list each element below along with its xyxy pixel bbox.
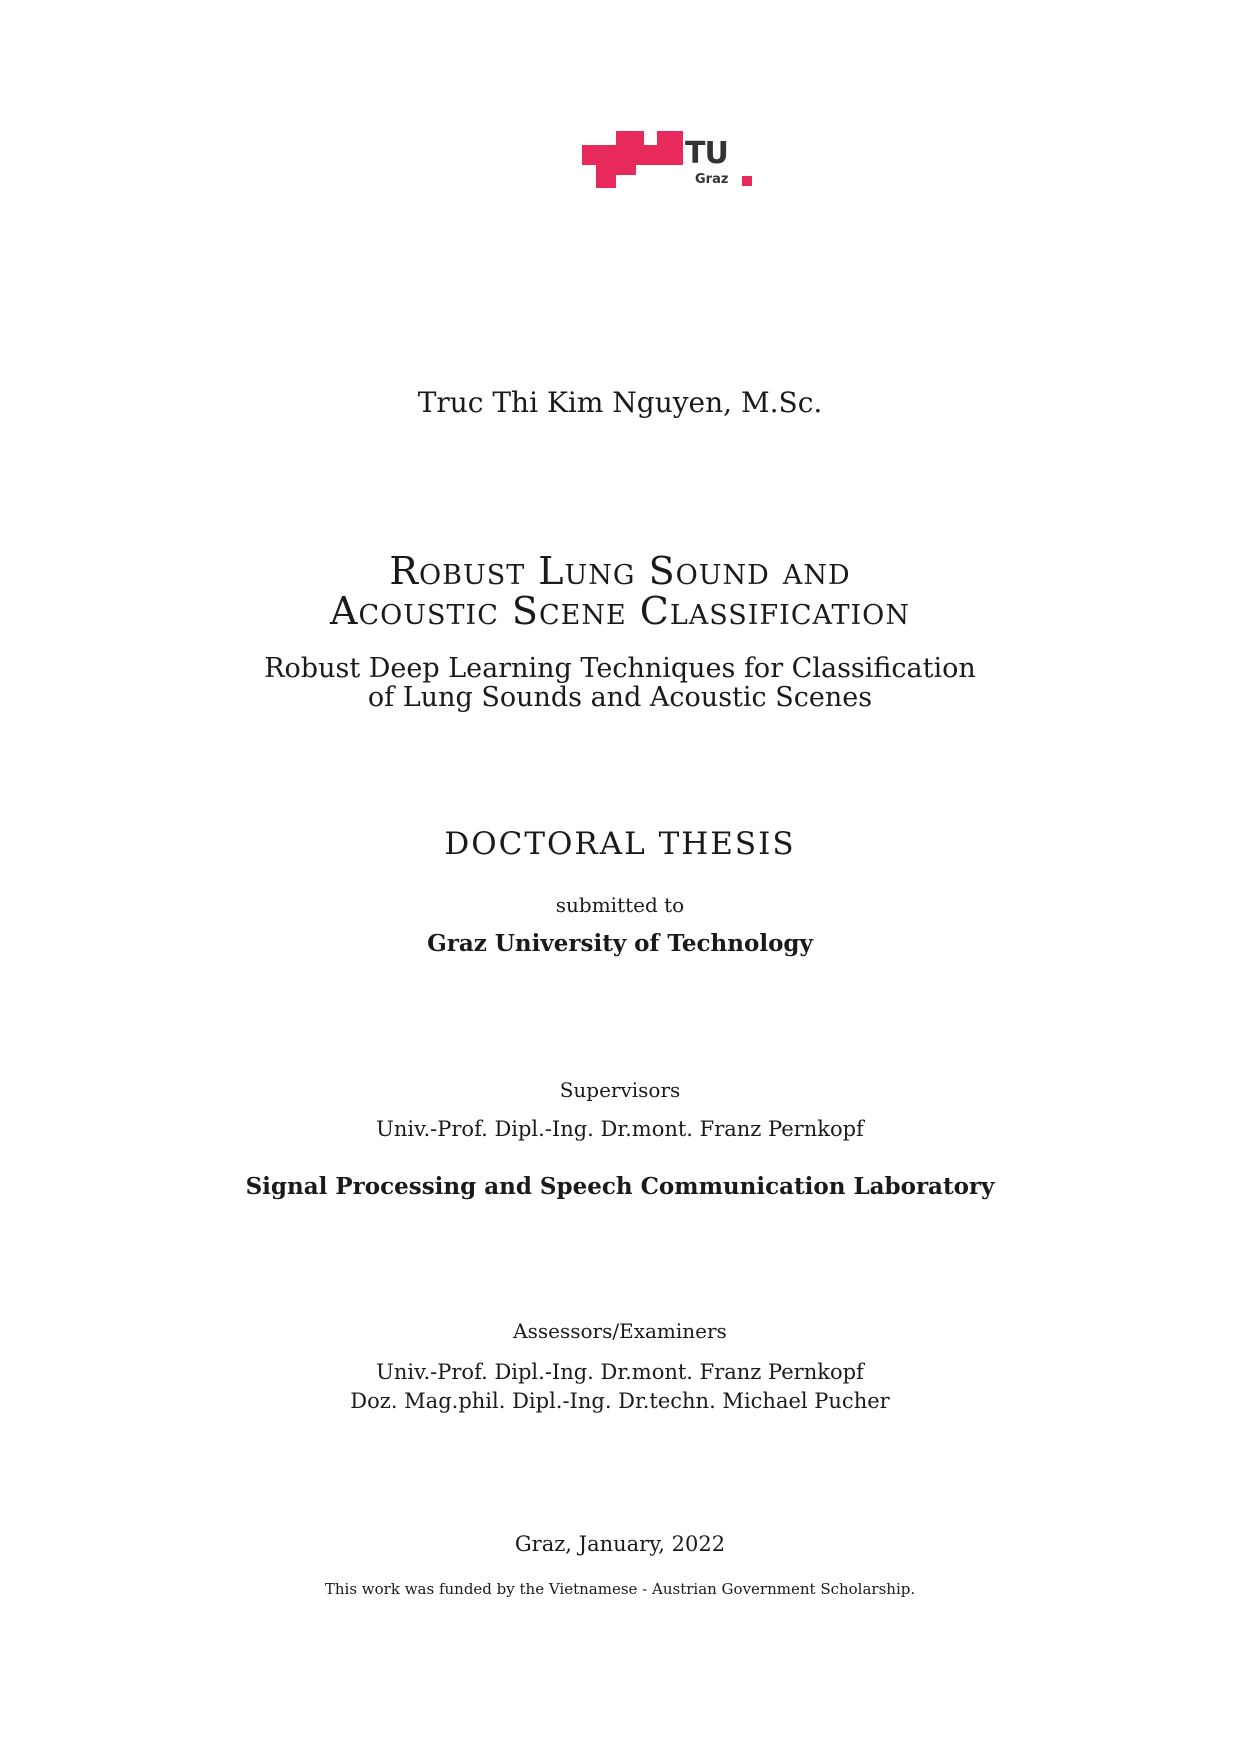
logo-block bbox=[616, 131, 644, 165]
logo-city: Graz bbox=[695, 172, 729, 187]
subtitle-line: Robust Deep Learning Techniques for Classification bbox=[264, 653, 976, 684]
assessors-list bbox=[0, 1358, 1240, 1416]
laboratory-name: Signal Processing and Speech Communication Laboratory bbox=[245, 1173, 995, 1200]
supervisor-name: Univ.-Prof. Dipl.-Ing. Dr.mont. Franz Pernkopf bbox=[376, 1117, 864, 1141]
assessor-name: Univ.-Prof. Dipl.-Ing. Dr.mont. Franz Pernkopf bbox=[376, 1360, 864, 1384]
title-line: Robust Lung Sound and bbox=[389, 549, 851, 593]
subtitle-line: of Lung Sounds and Acoustic Scenes bbox=[367, 682, 873, 713]
thesis-title bbox=[0, 551, 1240, 631]
title-line: Acoustic Scene Classification bbox=[330, 589, 910, 633]
funding-note: This work was funded by the Vietnamese - Austrian Government Scholarship. bbox=[324, 1580, 916, 1598]
university-name: Graz University of Technology bbox=[427, 930, 813, 957]
assessor-name: Doz. Mag.phil. Dipl.-Ing. Dr.techn. Michael Pucher bbox=[350, 1389, 890, 1413]
thesis-type: DOCTORAL THESIS bbox=[444, 826, 796, 862]
author-name: Truc Thi Kim Nguyen, M.Sc. bbox=[417, 386, 823, 419]
logo-dot bbox=[742, 176, 752, 186]
logo-block bbox=[657, 131, 683, 165]
logo-block bbox=[596, 145, 616, 188]
place-date: Graz, January, 2022 bbox=[514, 1532, 726, 1556]
supervisors-label: Supervisors bbox=[559, 1078, 681, 1102]
logo-wordmark: TU bbox=[685, 136, 728, 171]
tu-graz-logo bbox=[582, 131, 754, 194]
assessors-label: Assessors/Examiners bbox=[513, 1319, 727, 1343]
logo-block bbox=[616, 165, 636, 175]
thesis-subtitle bbox=[0, 654, 1240, 712]
submitted-label: submitted to bbox=[555, 893, 685, 917]
